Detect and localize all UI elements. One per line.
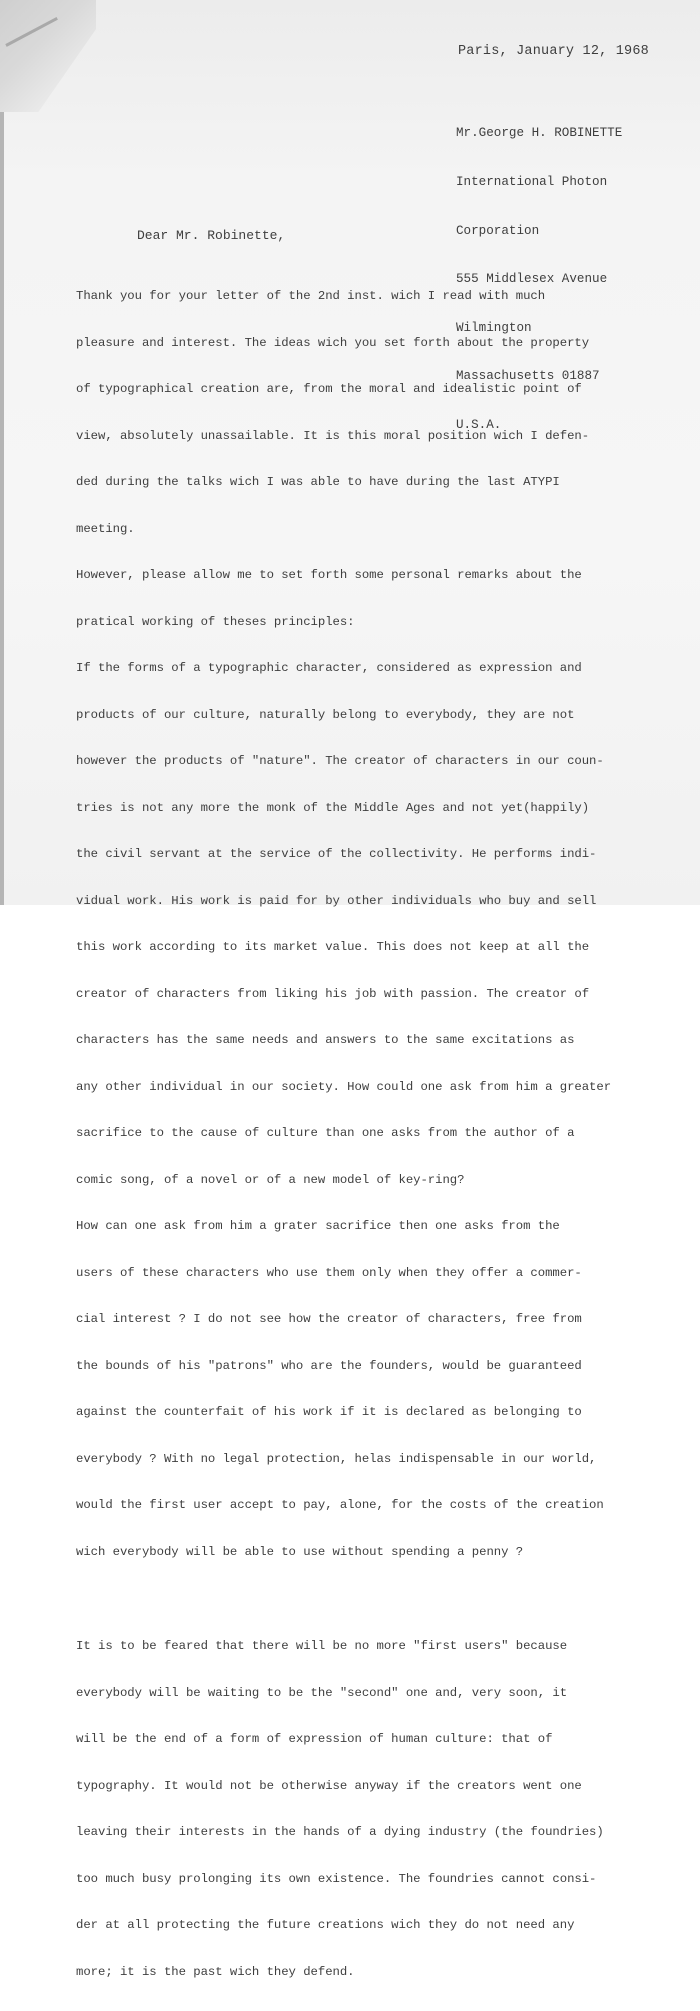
body-line: everybody ? With no legal protection, helas indispensable in our world, <box>76 1451 597 1466</box>
recipient-line: U.S.A. <box>456 417 502 432</box>
recipient-line: 555 Middlesex Avenue <box>456 272 608 287</box>
letter-body <box>76 258 676 2011</box>
body-line: cial interest ? I do not see how the creator of characters, free from <box>76 1312 582 1326</box>
body-line: products of our culture, naturally belong to everybody, they are not <box>76 707 575 722</box>
body-line: users of these characters who use them only when they offer a commer- <box>76 1265 582 1280</box>
folded-corner <box>0 0 96 112</box>
body-line: If the forms of a typographic character, considered as expression and <box>76 661 582 675</box>
body-line: vidual work. His work is paid for by other individuals who buy and sell <box>76 893 597 908</box>
paragraph-gap <box>76 1591 676 1608</box>
body-line: It is to be feared that there will be no more "first users" because <box>76 1639 568 1653</box>
body-line: the bounds of his "patrons" who are the founders, would be guaranteed <box>76 1358 582 1373</box>
body-line: pratical working of theses principles: <box>76 614 355 629</box>
body-line: tries is not any more the monk of the Middle Ages and not yet(happily) <box>76 800 590 815</box>
body-line: everybody will be waiting to be the "second" one and, very soon, it <box>76 1685 568 1700</box>
body-line: this work according to its market value. This does not keep at all the <box>76 940 590 954</box>
body-line: would the first user accept to pay, alone, for the costs of the creation <box>76 1498 604 1512</box>
recipient-line: Corporation <box>456 223 540 238</box>
body-line: more; it is the past wich they defend. <box>76 1964 355 1979</box>
letter-date: Paris, January 12, 1968 <box>458 44 649 59</box>
body-line: characters has the same needs and answers to the same excitations as <box>76 1033 575 1047</box>
body-line: view, absolutely unassailable. It is this moral position wich I defen- <box>76 428 590 443</box>
body-line: ded during the talks wich I was able to have during the last ATYPI <box>76 475 560 489</box>
body-line: the civil servant at the service of the collectivity. He performs indi- <box>76 847 597 861</box>
body-line: however the products of "nature". The creator of characters in our coun- <box>76 754 604 768</box>
body-line: of typographical creation are, from the moral and idealistic point of <box>76 382 582 396</box>
recipient-line: International Photon <box>456 175 608 189</box>
body-line: leaving their interests in the hands of a dying industry (the foundries) <box>76 1825 604 1839</box>
body-line: typography. It would not be otherwise anyway if the creators went one <box>76 1778 582 1793</box>
body-line: wich everybody will be able to use without spending a penny ? <box>76 1544 524 1559</box>
recipient-line: Wilmington <box>456 320 532 335</box>
recipient-line: Mr.George H. ROBINETTE <box>456 126 623 141</box>
scan-edge <box>0 0 4 905</box>
body-line: der at all protecting the future creations wich they do not need any <box>76 1918 575 1932</box>
body-line: sacrifice to the cause of culture than one asks from the author of a <box>76 1126 575 1140</box>
body-line: meeting. <box>76 521 135 536</box>
body-line: will be the end of a form of expression of human culture: that of <box>76 1732 553 1746</box>
body-line: too much busy prolonging its own existence. The foundries cannot consi- <box>76 1871 597 1886</box>
body-line: How can one ask from him a grater sacrifice then one asks from the <box>76 1219 560 1233</box>
body-line: pleasure and interest. The ideas wich you set forth about the property <box>76 335 590 350</box>
salutation: Dear Mr. Robinette, <box>137 228 286 243</box>
body-line: against the counterfait of his work if it is declared as belonging to <box>76 1405 582 1419</box>
recipient-line: Massachusetts 01887 <box>456 369 600 384</box>
body-line: Thank you for your letter of the 2nd inst. wich I read with much <box>76 289 546 303</box>
body-line: comic song, of a novel or of a new model of key-ring? <box>76 1172 465 1187</box>
body-line: creator of characters from liking his job with passion. The creator of <box>76 986 590 1001</box>
body-line: However, please allow me to set forth some personal remarks about the <box>76 568 582 582</box>
body-line: any other individual in our society. How could one ask from him a greater <box>76 1079 612 1094</box>
